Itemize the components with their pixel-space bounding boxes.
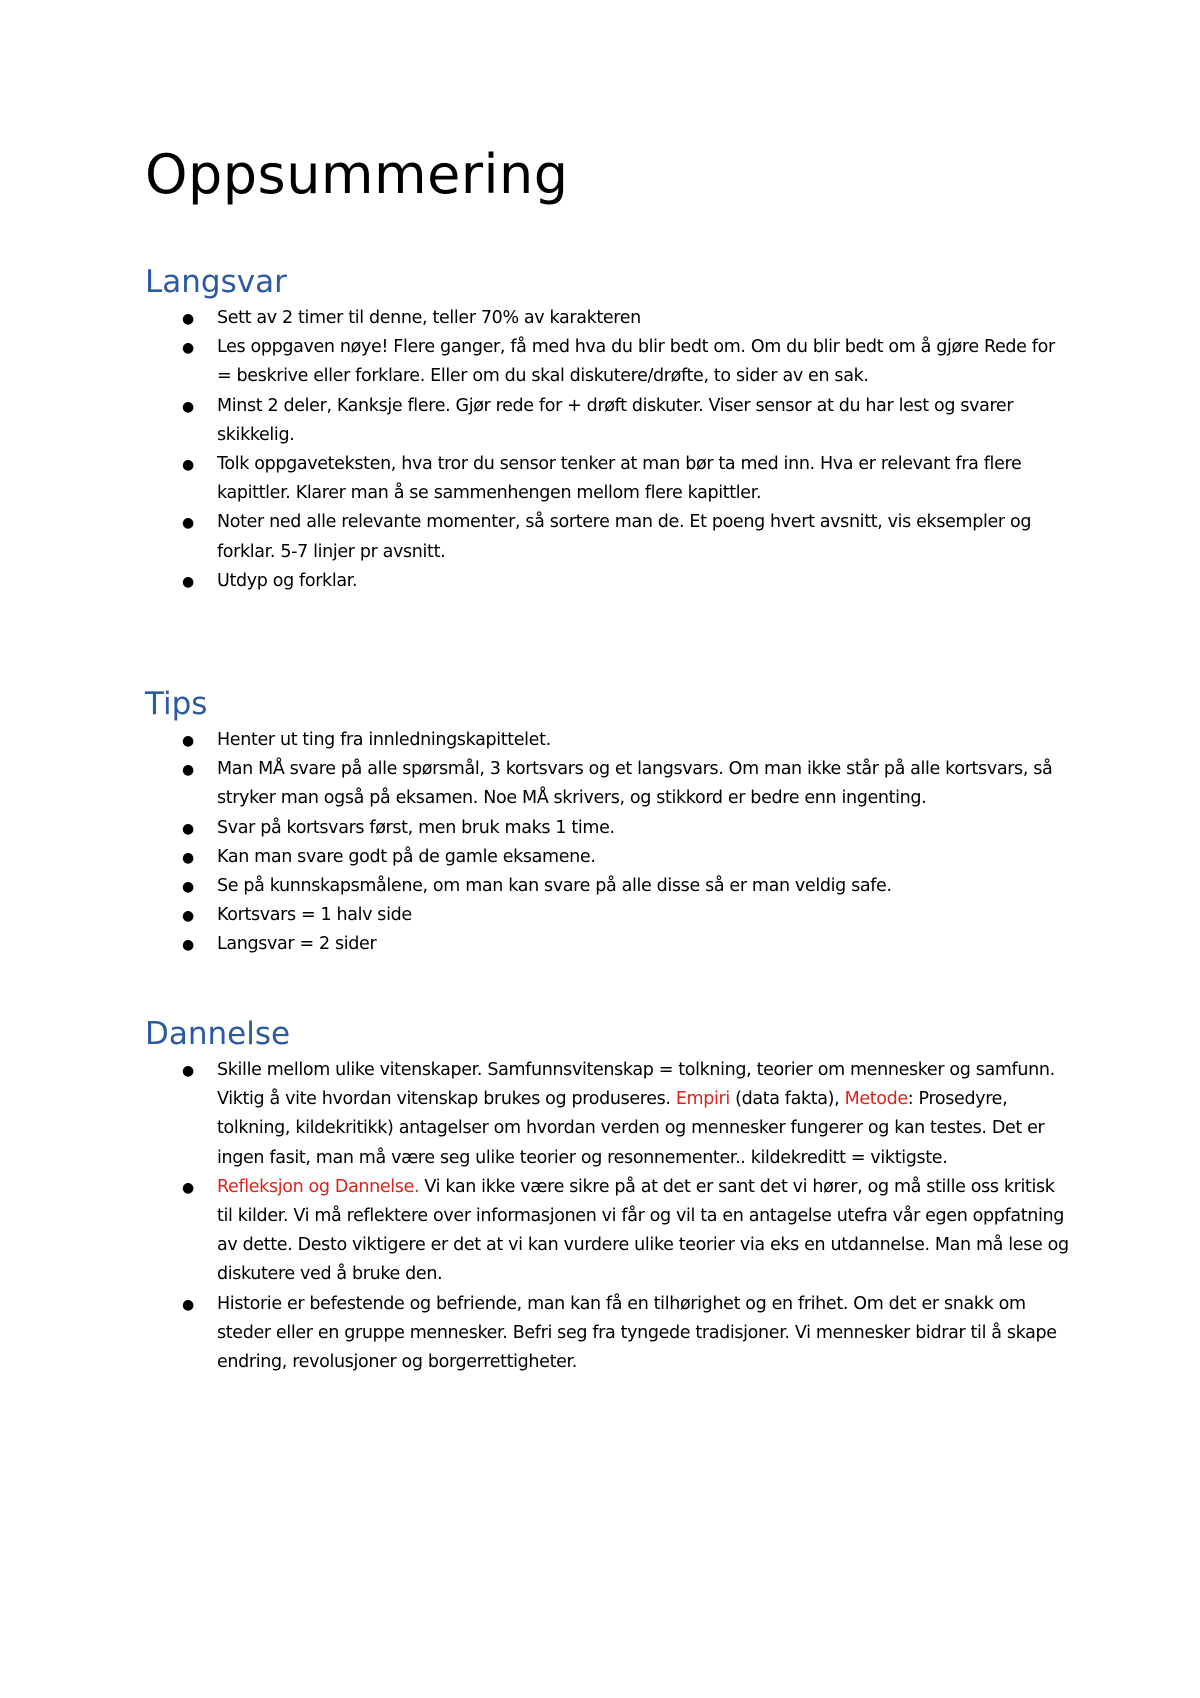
list-item xyxy=(0,726,1070,755)
bullet-icon: ● xyxy=(182,457,194,474)
list-item xyxy=(0,392,1070,450)
list-item-text: Les oppgaven nøye! Flere ganger, få med hva du blir bedt om. Om du blir bedt om å gjøre Rede for = beskrive eller forklare. Eller om du skal diskutere/drøfte, to sider av en sak. xyxy=(217,337,1055,387)
document-title: Oppsummering xyxy=(145,143,569,206)
bullet-icon: ● xyxy=(182,398,194,415)
list-item-text: Sett av 2 timer til denne, teller 70% av karakteren xyxy=(217,308,641,328)
bullet-icon: ● xyxy=(182,1179,194,1196)
bullet-icon: ● xyxy=(182,937,194,954)
list-item-text: Kan man svare godt på de gamle eksamene. xyxy=(217,846,596,867)
bullet-icon: ● xyxy=(182,1063,194,1079)
list-langsvar xyxy=(0,304,1200,596)
bullet-icon: ● xyxy=(182,733,194,749)
list-item xyxy=(0,1290,1070,1378)
heading-dannelse: Dannelse xyxy=(145,1016,291,1052)
list-item-text: Langsvar = 2 sider xyxy=(217,934,377,955)
list-item-text: : Prosedyre, tolkning, kildekritikk) antagelser om hvordan verden og mennesker fungerer og kan testes. Det er ingen fasit, man må være seg ulike teorier og resonnementer.. kildekreditt = viktigste. xyxy=(217,1089,1045,1168)
highlight-empiri: Empiri xyxy=(675,1089,730,1110)
list-item xyxy=(0,304,1070,333)
list-item xyxy=(0,333,1070,391)
bullet-icon: ● xyxy=(182,311,194,327)
list-dannelse xyxy=(0,1056,1200,1377)
list-item-text: Vi kan ikke være sikre på at det er sant det vi hører, og må stille oss kritisk til kilder. Vi må reflektere over informasjonen vi får og vil ta en antagelse utefra vår egen oppfatning av dette. Desto viktigere er det at vi kan vurdere ulike teorier via eks en utdannelse. Man må lese og diskutere ved å bruke den. xyxy=(217,1176,1069,1285)
list-item-text: Minst 2 deler, Kanksje flere. Gjør rede for + drøft diskuter. Viser sensor at du har lest og svarer skikkelig. xyxy=(217,395,1014,445)
list-item-text: Tolk oppgaveteksten, hva tror du sensor tenker at man bør ta med inn. Hva er relevant fra flere kapittler. Klarer man å se sammenhengen mellom flere kapittler. xyxy=(217,454,1022,504)
list-item-text: (data fakta), xyxy=(729,1089,845,1110)
list-item-text: Noter ned alle relevante momenter, så sortere man de. Et poeng hvert avsnitt, vis eksempler og forklar. 5-7 linjer pr avsnitt. xyxy=(217,512,1032,562)
list-item xyxy=(0,872,1070,901)
list-item xyxy=(0,1056,1070,1173)
list-item xyxy=(0,814,1070,843)
bullet-icon: ● xyxy=(182,849,194,866)
list-item xyxy=(0,901,1070,930)
list-item xyxy=(0,567,1070,596)
list-item-text: Utdyp og forklar. xyxy=(217,570,358,591)
list-item xyxy=(0,930,1070,959)
list-tips xyxy=(0,726,1200,960)
list-item xyxy=(0,450,1070,508)
bullet-icon: ● xyxy=(182,1296,194,1313)
bullet-icon: ● xyxy=(182,908,194,925)
bullet-icon: ● xyxy=(182,820,194,837)
heading-langsvar: Langsvar xyxy=(145,264,287,300)
list-item-text: Svar på kortsvars først, men bruk maks 1 time. xyxy=(217,817,615,838)
list-item-text: Skille mellom ulike vitenskaper. Samfunnsvitenskap = tolkning, teorier om mennesker og samfunn. Viktig å vite hvordan vitenskap brukes og produseres. xyxy=(217,1060,1055,1110)
bullet-icon: ● xyxy=(182,573,194,590)
bullet-icon: ● xyxy=(182,762,194,779)
list-item xyxy=(0,1173,1070,1290)
list-item-text: Se på kunnskapsmålene, om man kan svare på alle disse så er man veldig safe. xyxy=(217,876,892,897)
heading-tips: Tips xyxy=(145,686,208,722)
highlight-refleksjon: Refleksjon og Dannelse. xyxy=(217,1176,420,1197)
bullet-icon: ● xyxy=(182,879,194,896)
list-item xyxy=(0,843,1070,872)
highlight-metode: Metode xyxy=(844,1089,908,1110)
bullet-icon: ● xyxy=(182,340,194,357)
list-item xyxy=(0,508,1070,566)
list-item xyxy=(0,755,1070,813)
list-item-text: Historie er befestende og befriende, man kan få en tilhørighet og en frihet. Om det er snakk om steder eller en gruppe mennesker. Befri seg fra tyngede tradisjoner. Vi mennesker bidrar til å skape endring, revolusjoner og borgerrettigheter. xyxy=(217,1293,1057,1373)
list-item-text: Kortsvars = 1 halv side xyxy=(217,905,412,926)
list-item-text: Henter ut ting fra innledningskapittelet. xyxy=(217,730,551,750)
list-item-text: Man MÅ svare på alle spørsmål, 3 kortsvars og et langsvars. Om man ikke står på alle kortsvars, så stryker man også på eksamen. Noe MÅ skrivers, og stikkord er bedre enn ingenting. xyxy=(217,759,1053,809)
bullet-icon: ● xyxy=(182,515,194,532)
